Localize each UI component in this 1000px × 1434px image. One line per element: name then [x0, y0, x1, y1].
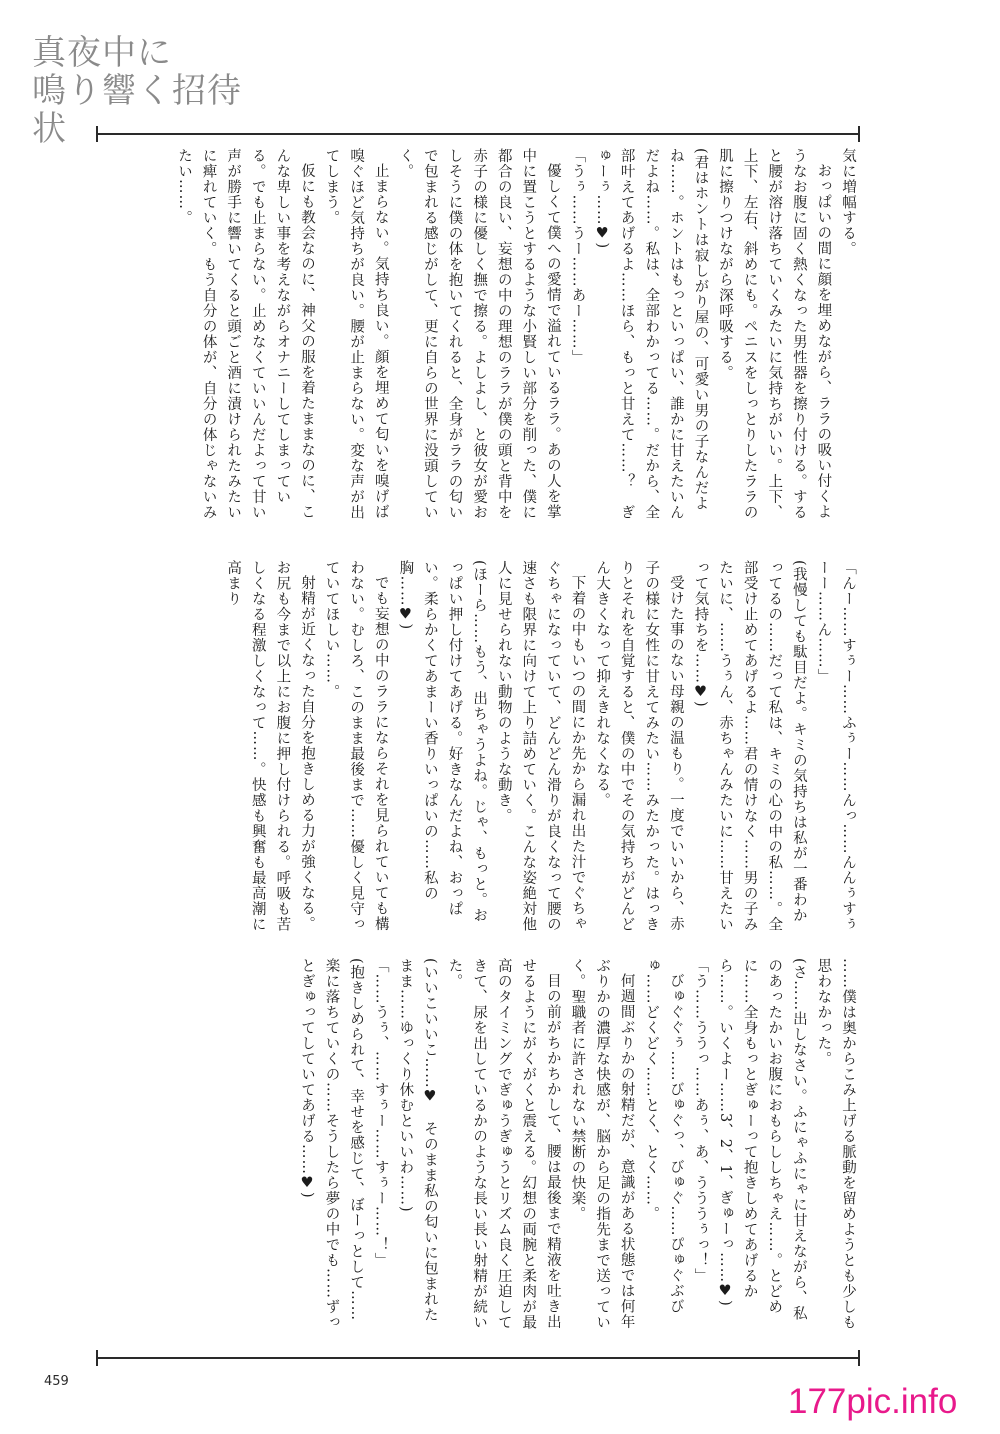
text-tier-3	[100, 958, 860, 1334]
paragraph: 止まらない。気持ち良い。顔を埋めて匂いを嗅げば嗅ぐほど気持ちが良い。腰が止まらない。変な声が出てしまう。	[323, 148, 389, 520]
book-title-line2: 鳴り響く招待状	[32, 71, 242, 149]
paragraph: びゅぐぐぅ……びゅぐっ、びゅぐ……ぴゅぐぶびゅ……どくどく……とく、とく……。	[643, 958, 684, 1314]
paragraph: 「んー……すぅー……ふぅー……んっ……んんぅすぅーー……ん……」	[815, 560, 856, 932]
paragraph: (ほーら……もう、出ちゃうよね。じゃ、もっと。おっぱい押し付けてあげる。好きなんだよね、おっぱい。柔らかくてあまーい香りいっぱいの……私の胸……♥)	[397, 560, 488, 924]
header-rule	[96, 133, 860, 135]
paragraph: 「……うぅ、……すぅー……すぅー……！」	[372, 958, 389, 1268]
text-tier-2	[100, 560, 860, 932]
paragraph: 目の前がちかちかして、腰は最後まで精液を吐き出せるようにがくがくと震える。幻想の両腕と柔肉が最高のタイミングでぎゅうぎゅうとリズム良く圧迫してきて、尿を出しているかのような長い長い射精が続いた。	[446, 958, 561, 1330]
paragraph: ……僕は奥からこみ上げる脈動を留めようとも少しも思わなかった。	[815, 958, 856, 1330]
paragraph: おっぱいの間に顔を埋めながら、ララの吸い付くようなお腹に固く熱くなった男性器を擦り付ける。すると腰が溶け落ちていくみたいに気持ちがいい。上下、上下、左右、斜めにも。ペニスをしっとりしたララの肌に擦りつけながら深呼吸する。	[717, 148, 832, 520]
paragraph: 「うぅ……うー……あー……」	[569, 148, 586, 365]
watermark: 177pic.info	[788, 1382, 958, 1421]
footer-rule	[96, 1357, 860, 1359]
paragraph: (抱きしめられて、幸せを感じて、ぼーっとして……楽に落ちていくの……そうしたら夢の中でも……ずっとぎゅってしていてあげる……♥)	[298, 958, 365, 1330]
paragraph: 射精が近くなった自分を抱きしめる力が強くなる。お尻も今まで以上にお腹に押し付けられる。呼吸も苦しくなる程激しくなって……。快感も興奮も最高潮に高まり	[225, 560, 315, 932]
paragraph: (いいこいいこ……♥ そのまま私の匂いに包まれたまま……ゆっくり休むといいわ……)	[397, 958, 438, 1323]
paragraph: 何週間ぶりかの射精だが、意識がある状態では何年ぶりかの濃厚な快感が、脳から足の指先まで送っていく。聖職者に許されない禁断の快楽。	[569, 958, 635, 1330]
paragraph: (我慢しても駄目だよ。キミの気持ちは私が一番わかってるの……だって私は、キミの心の中の私……。全部受け止めてあげるよ……君の情けなく……男の子みたいに、……うぅん、赤ちゃんみたいに……甘えたいって気持ちを……♥)	[692, 560, 807, 932]
paragraph: 受けた事のない母親の温もり。一度でいいから、赤子の様に女性に甘えてみたい……みたかった。はっきりとそれを自覚すると、僕の中でその気持ちがどんどん大きくなって抑えきれなくなる。	[594, 560, 684, 932]
book-title	[32, 34, 272, 148]
paragraph: 「う……ううっ……あぅ、あ、うううぅっ！」	[692, 958, 709, 1284]
paragraph: でも妄想の中のララにならそれを見られていても構わない。むしろ、このまま最後まで……優しく見守っていてほしい……。	[323, 560, 389, 932]
text-tier-1	[100, 148, 860, 520]
paragraph: 下着の中もいつの間にか先から漏れ出た汁でぐちゃぐちゃになっていて、どんどん滑りが良くなって腰の速さも限界に向けて上り詰めていく。こんな姿絶対他人に見せられない動物のような動き。	[495, 560, 586, 932]
paragraph: (君はホントは寂しがり屋の、可愛い男の子なんだよね……。ホントはもっといっぱい、誰かに甘えたいんだよね……。私は、全部わかってる……。だから、全部叶えてあげるよ……ほら、もっと甘えて……？ ぎゅーぅ……♥)	[594, 148, 709, 520]
paragraph: 気に増幅する。	[840, 148, 856, 257]
paragraph: 仮にも教会なのに、神父の服を着たままなのに、こんな卑しい事を考えながらオナニーしてしまっている。でも止まらない。止めなくていいんだよって甘い声が勝手に響いてくると頭ごと酒に漬けられたみたいに痺れていく。もう自分の体が、自分の体じゃないみたい……。	[175, 148, 315, 520]
book-title-line1: 真夜中に	[32, 33, 172, 73]
paragraph: (さ……出しなさい。ふにゃふにゃに甘えながら、私のあったかいお腹におもらししちゃえ……。とどめに……全身もっとぎゅーって抱きしめてあげるから……。いくよー……3、2、1、ぎゅーっ……♥)	[717, 958, 807, 1322]
page-number: 459	[44, 1374, 69, 1389]
paragraph: 優しくて僕への愛情で溢れているララ。あの人を掌中に置こうとするような小賢しい部分を削った、僕に都合の良い、妄想の中の理想のララが僕の頭と背中を赤子の様に優しく撫で擦る。よしよし、と彼女が愛おしそうに僕の体を抱いてくれると、全身がララの匂いで包まれる感じがして、更に自らの世界に没頭していく。	[397, 148, 561, 520]
